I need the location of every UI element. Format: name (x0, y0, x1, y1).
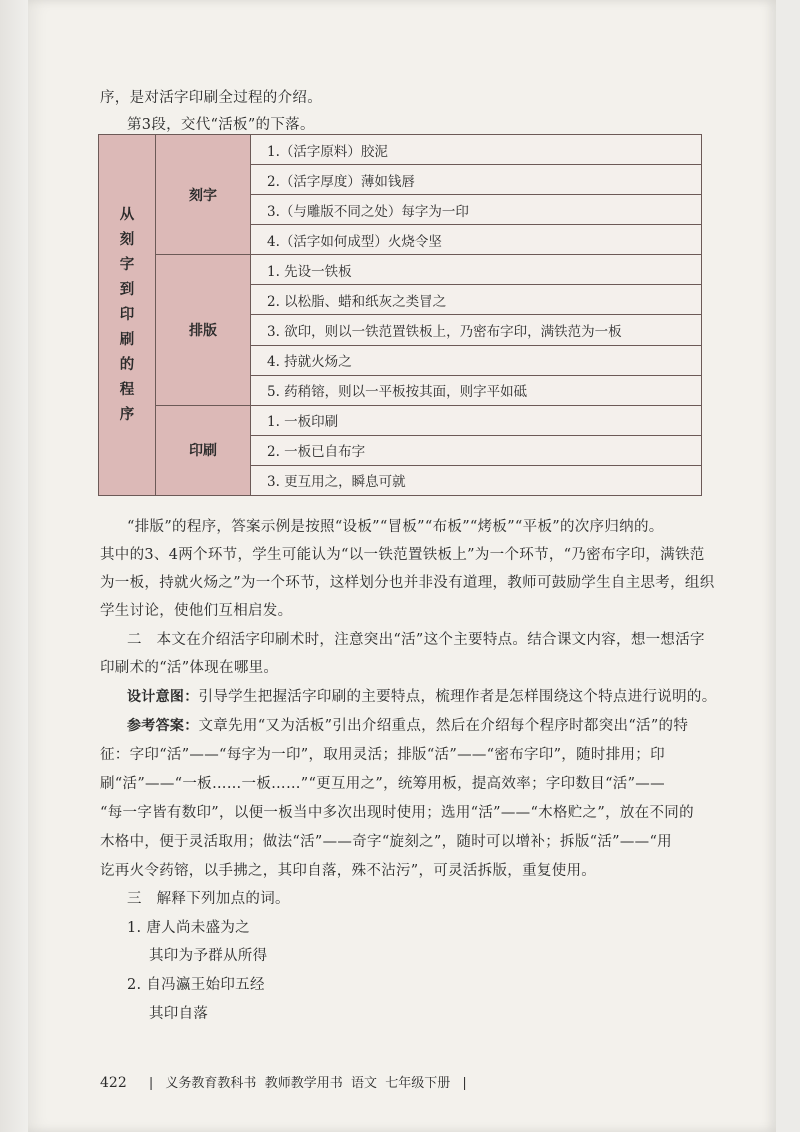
design-intent-label: 设计意图： (127, 689, 199, 705)
answer-line: 刷“活”——“一板……一板……”“更互用之”，统筹用板，提高效率；字印数目“活”—— (100, 776, 665, 792)
question-3-item: 2. 自冯瀛王始印五经 (127, 977, 265, 993)
group-label-yinshua: 印刷 (156, 405, 251, 495)
question-3-item: 其印自落 (149, 1006, 209, 1022)
page-footer (100, 1072, 475, 1091)
para3-heading: 第3段，交代“活板”的下落。 (127, 117, 315, 133)
question-3-heading: 三 解释下列加点的词。 (127, 891, 290, 907)
procedure-table (98, 134, 702, 496)
table-step: 2.（活字厚度）薄如钱唇 (251, 165, 702, 195)
answer-line: “每一字皆有数印”，以便一板当中多次出现时使用；选用“活”——“木格贮之”，放在不同的 (100, 805, 694, 821)
answer-first-text: 文章先用“又为活板”引出介绍重点，然后在介绍每个程序时都突出“活”的特 (198, 718, 689, 734)
table-step: 3.（与雕版不同之处）每字为一印 (251, 195, 702, 225)
footer-divider: | (462, 1076, 467, 1091)
design-intent-text: 引导学生把握活字印刷的主要特点，梳理作者是怎样围绕这个特点进行说明的。 (198, 689, 717, 705)
table-step: 1.（活字原料）胶泥 (251, 135, 702, 165)
table-step: 4.（活字如何成型）火烧令坚 (251, 225, 702, 255)
footer-series: 义务教育教科书 (165, 1076, 257, 1091)
table-step: 4. 持就火炀之 (251, 345, 702, 375)
question-2-line: 印刷术的“活”体现在哪里。 (100, 660, 279, 676)
para-paiban-line: “排版”的程序，答案示例是按照“设板”“冒板”“布板”“烤板”“平板”的次序归纳的。 (127, 519, 664, 535)
table-step: 2. 一板已自布字 (251, 435, 702, 465)
footer-divider: | (148, 1076, 154, 1091)
group-label-paiban: 排版 (156, 255, 251, 405)
answer-line: 讫再火令药镕，以手拂之，其印自落，殊不沾污”，可灵活拆版，重复使用。 (100, 863, 597, 879)
answer-line: 征：字印“活”——“每字为一印”，取用灵活；排版“活”——“密布字印”，随时排用；印 (100, 747, 665, 763)
footer-subject: 语文 (350, 1076, 377, 1091)
answer-label: 参考答案： (127, 718, 199, 734)
table-outer-label: 从刻字到印刷的程序 (119, 206, 135, 423)
table-step: 1. 一板印刷 (251, 405, 702, 435)
table-step: 1. 先设一铁板 (251, 255, 702, 285)
table-step: 2. 以松脂、蜡和纸灰之类冒之 (251, 285, 702, 315)
table-step: 3. 欲印，则以一铁范置铁板上，乃密布字印，满铁范为一板 (251, 315, 702, 345)
answer-first-line (127, 714, 688, 735)
para-paiban-line: 其中的3、4两个环节，学生可能认为“以一铁范置铁板上”为一个环节，“乃密布字印，满铁范 (100, 547, 705, 563)
page-number: 422 (100, 1075, 127, 1091)
answer-line: 木格中，便于灵活取用；做法“活”——奇字“旋刻之”，随时可以增补；拆版“活”——“用 (100, 834, 672, 850)
table-step: 3. 更互用之，瞬息可就 (251, 465, 702, 495)
intro-tail-line: 序，是对活字印刷全过程的介绍。 (100, 90, 322, 106)
para-paiban-line: 学生讨论，使他们互相启发。 (100, 603, 293, 619)
question-2-line: 二 本文在介绍活字印刷术时，注意突出“活”这个主要特点。结合课文内容，想一想活字 (127, 632, 705, 648)
design-intent-line (127, 685, 717, 706)
book-gutter (0, 0, 28, 1132)
table-outer-label-cell (99, 135, 156, 496)
question-3-item: 其印为予群从所得 (149, 948, 268, 964)
group-label-keizi: 刻字 (156, 135, 251, 255)
table-step: 5. 药稍镕，则以一平板按其面，则字平如砥 (251, 375, 702, 405)
footer-book: 教师教学用书 (264, 1076, 343, 1091)
question-3-item: 1. 唐人尚未盛为之 (127, 920, 250, 936)
para-paiban-line: 为一板，持就火炀之”为一个环节，这样划分也并非没有道理，教师可鼓励学生自主思考，组织 (100, 575, 715, 591)
footer-grade: 七年级下册 (385, 1076, 451, 1091)
